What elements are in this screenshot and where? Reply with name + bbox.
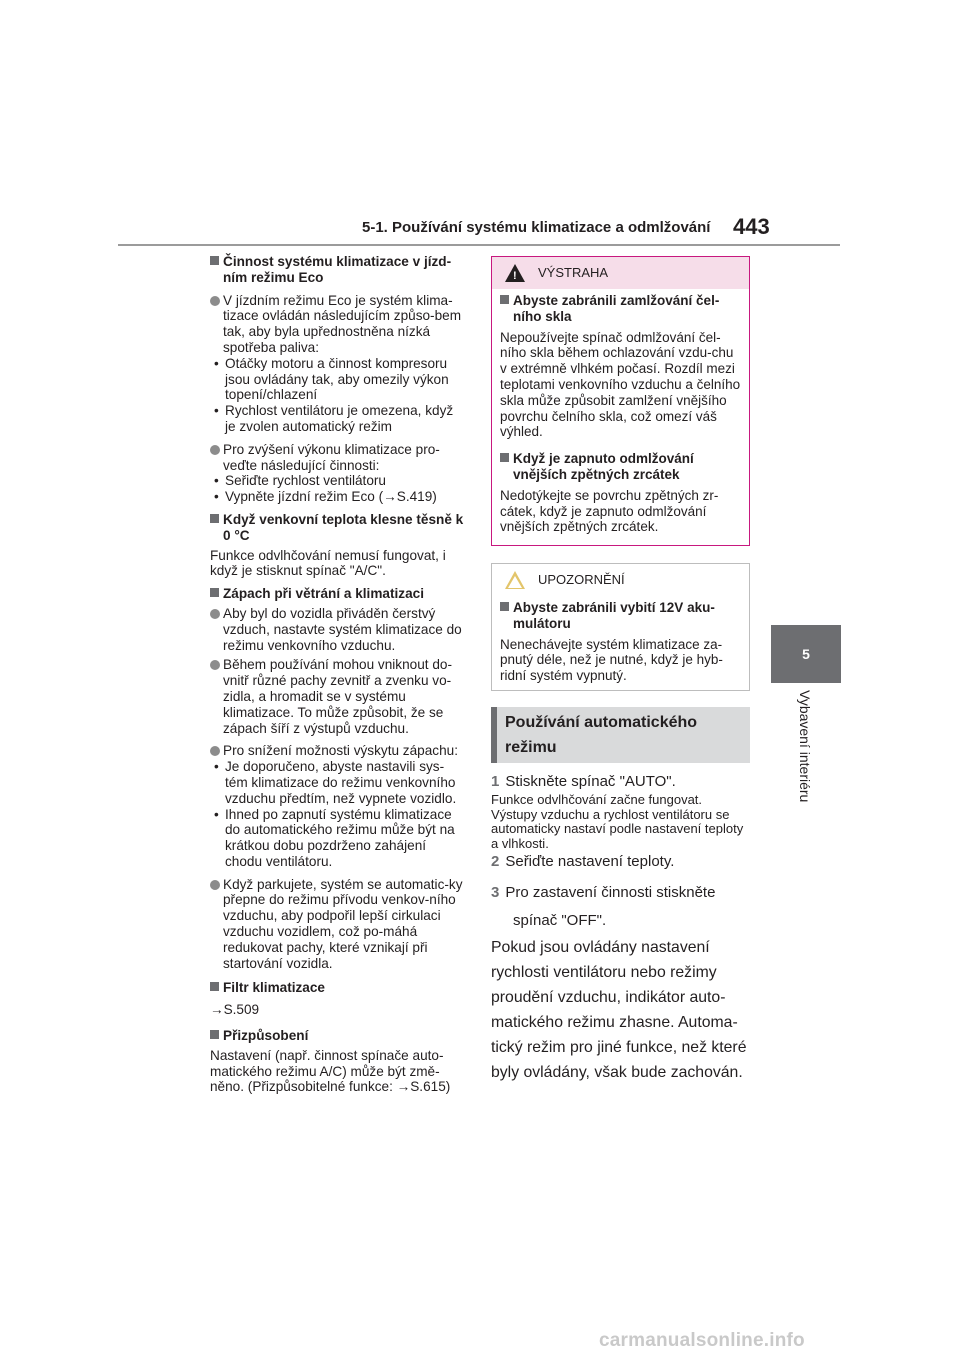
dot-bullet-icon: • [214,489,219,505]
dot-bullet-icon: • [214,355,219,371]
chapter-label-text: Vybavení interiéru [797,690,813,803]
warning-text: Nepoužívejte spínač odmlžování čel-ního skla během ochlazování vzdu-chu v extrémně vlhkém počasí. Rozdíl mezi teplotami venkovního vzduchu a čelního skla může způsobit zamlžení vnějšího povrchu čelního skla, což omezí váš výhled. [500,329,741,440]
square-bullet-icon [500,602,509,611]
step-number: 2 [491,853,500,870]
section-heading: Zápach při větrání a klimatizaci [210,586,466,602]
dot-bullet-icon: • [214,806,219,822]
sub-item: • Seřiďte rychlost ventilátoru [214,473,386,489]
step-item: 1 Stiskněte spínač "AUTO". [491,773,676,790]
circle-bullet-icon [210,746,220,756]
square-bullet-icon [500,295,509,304]
section-heading [210,254,466,286]
caution-heading: Abyste zabránili vybití 12V aku-mulátoru [500,600,741,632]
caution-box [491,563,750,691]
heading-text: Činnost systému klimatizace v jízd-ním režimu Eco [223,254,452,285]
section-title: Používání automatického režimu [491,707,750,763]
page-reference-link[interactable]: →S.509 [210,1002,260,1018]
section-heading: Filtr klimatizace [210,980,466,996]
sub-item: • Ihned po zapnutí systému klimatizace do automatického režimu může být na krátkou dobu pozdrženo zahájení chodu ventilátoru. [214,806,455,869]
warning-box [491,256,750,546]
warning-text: Nedotýkejte se povrchu zpětných zr-cátek, když je zapnuto odmlžování vnějších zpětných zrcátek. [500,487,719,535]
dot-bullet-icon: • [214,473,219,489]
square-bullet-icon [210,982,219,991]
caution-text: Nenechávejte systém klimatizace za-pnutý déle, než je nutné, když je hyb-ridní systém vypnutý. [500,636,723,684]
list-item: Během používání mohou vniknout do-vnitř různé pachy zevnitř a zvenku vo-zidla, a hromadit se v systému klimatizace. To může způsobit, že se zápach šíří z výstupů vzduchu. [210,657,466,736]
body-paragraph: Pokud jsou ovládány nastavení rychlosti ventilátoru nebo režimy proudění vzduchu, indikátor auto-matického režimu zhasne. Automa-tický režim pro jiné funkce, než které byly ovládány, však bude zachován. [491,939,747,1081]
sub-item: • Je doporučeno, abyste nastavili sys-tém klimatizace do režimu venkovního vzduchu předtím, než vypnete vozidlo. [214,759,457,806]
sub-item[interactable]: • Vypněte jízdní režim Eco (→S.419) [214,489,437,505]
step-number: 1 [491,773,500,790]
square-bullet-icon [500,453,509,462]
list-item: V jízdním režimu Eco je systém klima-tizace ovládán následujícím způso-bem tak, aby byla upřednostněna nízká spotřeba paliva: [210,293,466,356]
step-item: 3 Pro zastavení činnosti stiskněte spínač "OFF". [491,884,716,929]
list-item: Pro snížení možnosti výskytu zápachu: [210,743,466,759]
section-heading: Přizpůsobení [210,1028,466,1044]
circle-bullet-icon [210,445,220,455]
section-heading: Když venkovní teplota klesne těsně k 0 °C [210,512,466,544]
page-header-title: 5-1. Používání systému klimatizace a odmlžování [362,219,711,236]
warning-heading: Abyste zabránili zamlžování čel-ního skla [500,293,741,325]
warning-header [492,257,749,289]
square-bullet-icon [210,1030,219,1039]
circle-bullet-icon [210,296,220,306]
chapter-tab: 5 [771,625,841,683]
step-number: 3 [491,884,500,901]
square-bullet-icon [210,256,219,265]
list-item: Když parkujete, systém se automatic-ky přepne do režimu přívodu venkov-ního vzduchu, aby podpořil lepší cirkulaci vzduchu vozidlem, což po-máhá redukovat pachy, které vznikají při startování vozidla. [210,877,466,972]
circle-bullet-icon [210,609,220,619]
sub-item: • Rychlost ventilátoru je omezena, když je zvolen automatický režim [214,403,454,434]
body-text: Nastavení (např. činnost spínače auto-matického režimu A/C) může být změ-něno. (Přizpůsobitelné funkce: →S.615) [210,1047,451,1095]
sub-item: • Otáčky motoru a činnost kompresoru jsou ovládány tak, aby omezily výkon topení/chlazení [214,355,449,403]
circle-bullet-icon [210,660,220,670]
header-divider [118,244,840,246]
step-note: Funkce odvlhčování začne fungovat. Výstupy vzduchu a rychlost ventilátoru se automaticky nastaví podle nastavení teploty a vlhkosti. [491,792,744,851]
right-column [491,256,750,1085]
exclamation-icon: ! [513,270,517,282]
page-number: 443 [733,214,770,239]
left-column [210,254,466,1095]
body-text: Funkce odvlhčování nemusí fungovat, i když je stisknut spínač "A/C". [210,547,446,579]
step-item: 2 Seřiďte nastavení teploty. [491,853,675,870]
square-bullet-icon [210,514,219,523]
warning-heading: Když je zapnuto odmlžování vnějších zpětných zrcátek [500,451,741,483]
list-item: Aby byl do vozidla přiváděn čerstvý vzduch, nastavte systém klimatizace do režimu venkovního vzduchu. [210,606,466,653]
list-item: Pro zvýšení výkonu klimatizace pro-veďte následující činnosti: [210,442,466,474]
dot-bullet-icon: • [214,403,219,419]
caution-header [492,564,749,596]
circle-bullet-icon [210,880,220,890]
steps [491,771,750,1085]
watermark: carmanualsonline.info [599,1330,805,1351]
square-bullet-icon [210,588,219,597]
warning-title: VÝSTRAHA [538,265,609,280]
chapter-label [795,690,815,830]
caution-title: UPOZORNĚNÍ [538,572,625,587]
dot-bullet-icon: • [214,759,219,775]
